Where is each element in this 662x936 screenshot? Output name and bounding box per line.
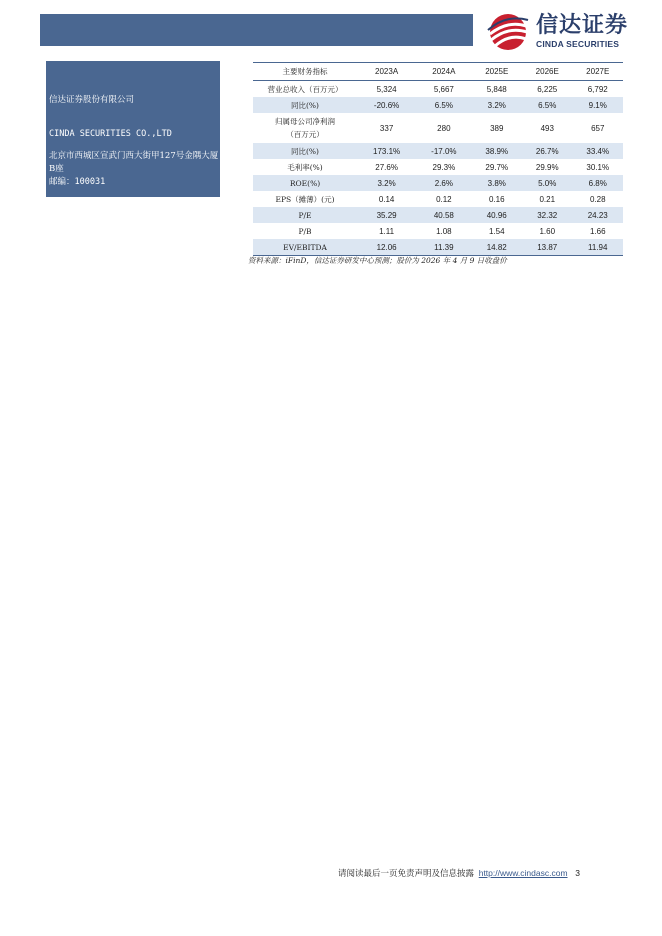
table-row-label: EV/EBITDA	[253, 239, 357, 256]
table-cell: 29.7%	[485, 162, 509, 172]
table-row	[253, 239, 623, 256]
table-cell: 11.94	[572, 239, 623, 256]
table-cell: 2.6%	[434, 178, 453, 188]
footer	[338, 867, 580, 879]
footer-disclaimer: 请阅读最后一页免责声明及信息披露	[338, 869, 475, 879]
table-row	[253, 143, 623, 159]
table-header-cell: 2027E	[572, 63, 623, 81]
table-cell: 337	[379, 123, 394, 133]
footer-url-link[interactable]: http://www.cindasc.com	[478, 868, 568, 878]
table-row-label: P/E	[298, 210, 312, 220]
table-row	[253, 191, 623, 207]
table-cell: 6,792	[587, 84, 608, 94]
cinda-globe-icon	[486, 12, 530, 52]
table-row-label	[253, 113, 357, 143]
company-zip: 邮编：100031	[49, 177, 106, 187]
table-cell: 0.21	[539, 194, 556, 204]
table-cell: 6,225	[537, 84, 558, 94]
page-number: 3	[575, 868, 580, 878]
table-header-row	[253, 63, 623, 81]
table-cell: 40.96	[486, 210, 507, 220]
table-row-label-line: （百万元）	[286, 130, 324, 139]
table-row	[253, 81, 623, 98]
table-header-cell: 主要财务指标	[253, 63, 357, 81]
source-note: 资料来源：iFinD，信达证券研发中心预测；股价为 2026 年 4 月 9 日收盘价	[248, 256, 507, 265]
table-header-cell: 2024A	[416, 63, 471, 81]
table-row-label: ROE(%)	[289, 178, 321, 188]
table-cell: 0.16	[488, 194, 505, 204]
table-cell: 5,848	[486, 84, 507, 94]
table-cell: 27.6%	[375, 162, 398, 172]
table-row-label: EPS（摊薄）(元)	[275, 194, 335, 204]
table-row	[253, 223, 623, 239]
table-cell: 1.66	[589, 226, 606, 236]
table-row	[253, 113, 623, 143]
table-row	[253, 97, 623, 113]
table-header-cell: 2026E	[522, 63, 572, 81]
table-cell: 1.54	[488, 226, 505, 236]
table-cell: 0.14	[378, 194, 395, 204]
table-cell: 0.12	[436, 194, 452, 204]
table-cell: 13.87	[522, 239, 572, 256]
table-row	[253, 159, 623, 175]
table-cell: 32.32	[537, 210, 558, 220]
table-cell: 29.9%	[535, 162, 559, 172]
table-cell: 657	[591, 123, 605, 133]
table-cell: 3.2%	[487, 100, 506, 110]
table-cell: 12.06	[357, 239, 416, 256]
logo-name-cn: 信达证券	[536, 13, 629, 38]
table-cell: 9.1%	[588, 100, 607, 110]
table-cell: 11.39	[416, 239, 471, 256]
table-cell: 1.08	[436, 226, 452, 236]
table-cell: 1.60	[539, 226, 556, 236]
table-row	[253, 175, 623, 191]
logo-name-en: CINDA SECURITIES	[536, 39, 620, 49]
table-row-label: 同比(%)	[291, 100, 319, 110]
table-cell: 5,667	[433, 84, 454, 94]
table-row-label: 营业总收入（百万元）	[267, 84, 343, 94]
table-cell: 389	[490, 123, 504, 133]
table-cell: 6.5%	[538, 100, 557, 110]
table-row	[253, 207, 623, 223]
company-info-box	[46, 61, 220, 197]
table-cell: 6.5%	[434, 100, 453, 110]
table-header-cell: 2023A	[357, 63, 416, 81]
table-cell: 5,324	[376, 84, 397, 94]
table-cell: -20.6%	[373, 100, 400, 110]
table-cell: 3.8%	[487, 178, 506, 188]
table-cell: 29.3%	[432, 162, 456, 172]
table-cell: -17.0%	[431, 146, 457, 156]
table-cell: 0.28	[589, 194, 606, 204]
table-row-label: 毛利率(%)	[287, 162, 323, 172]
table-cell: 40.58	[433, 210, 454, 220]
table-cell: 280	[437, 123, 451, 133]
header-bar	[40, 14, 473, 46]
table-cell: 5.0%	[538, 178, 557, 188]
table-cell: 26.7%	[535, 146, 559, 156]
table-cell: 3.2%	[377, 178, 396, 188]
cinda-logo	[486, 12, 646, 52]
company-name-en: CINDA SECURITIES CO.,LTD	[49, 129, 172, 139]
table-cell: 6.8%	[588, 178, 607, 188]
table-cell: 493	[540, 123, 554, 133]
table-cell: 33.4%	[586, 146, 610, 156]
table-row-label: 同比(%)	[291, 146, 319, 156]
table-row-label-line: 归属母公司净利润	[275, 117, 335, 126]
table-row-label: P/B	[298, 226, 312, 236]
table-cell: 14.82	[472, 239, 522, 256]
table-cell: 24.23	[587, 210, 608, 220]
table-cell: 1.11	[379, 226, 395, 236]
financial-metrics-table	[253, 62, 623, 256]
table-cell: 30.1%	[586, 162, 610, 172]
table-cell: 173.1%	[373, 146, 401, 156]
table-cell: 38.9%	[485, 146, 509, 156]
table-cell: 35.29	[376, 210, 397, 220]
company-name-cn: 信达证券股份有限公司	[49, 95, 135, 105]
table-header-cell: 2025E	[472, 63, 522, 81]
company-address: 北京市西城区宣武门西大街甲127号金隅大厦B座	[49, 151, 219, 174]
